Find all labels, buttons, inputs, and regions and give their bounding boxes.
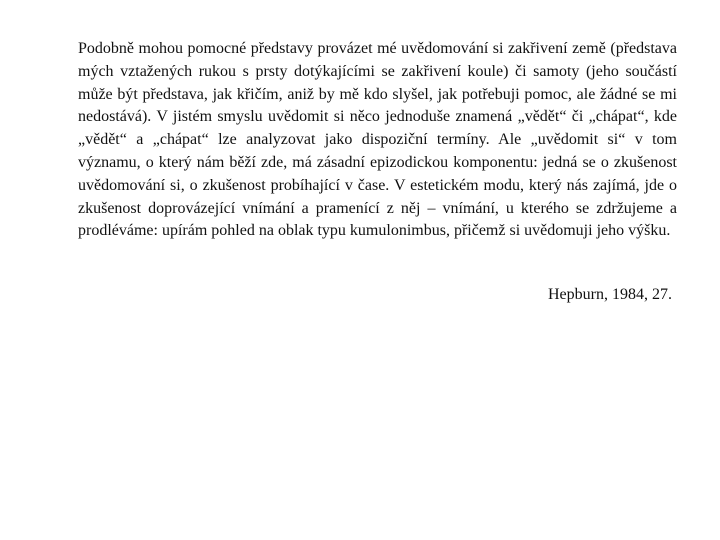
quote-text: Podobně mohou pomocné představy provázet mé uvědomování si zakřivení země (představa mých vztažených rukou s prsty dotýkajícími se zakřivení koule) či samoty (jeho součástí může být představa, jak křičím, aniž by mě kdo slyšel, jak potřebuji pomoc, ale žádné se mi nedostává). V jistém smyslu uvědomit si něco jednoduše znamená „vědět“ či „chápat“, kde „vědět“ a „chápat“ lze analyzovat jako dispoziční termíny. Ale „uvědomit si“ v tom významu, o který nám běží zde, má zásadní epizodickou komponentu: jedná se o zkušenost uvědomování si, o zkušenost probíhající v čase. V estetickém modu, který nás zajímá, jde o zkušenost doprovázející vnímání a pramenící z něj – vnímání, u kterého se zdržujeme a prodléváme: upírám pohled na oblak typu kumulonimbus, přičemž si uvědomuji jeho výšku. <box>78 40 677 240</box>
citation-text: Hepburn, 1984, 27. <box>548 286 672 303</box>
